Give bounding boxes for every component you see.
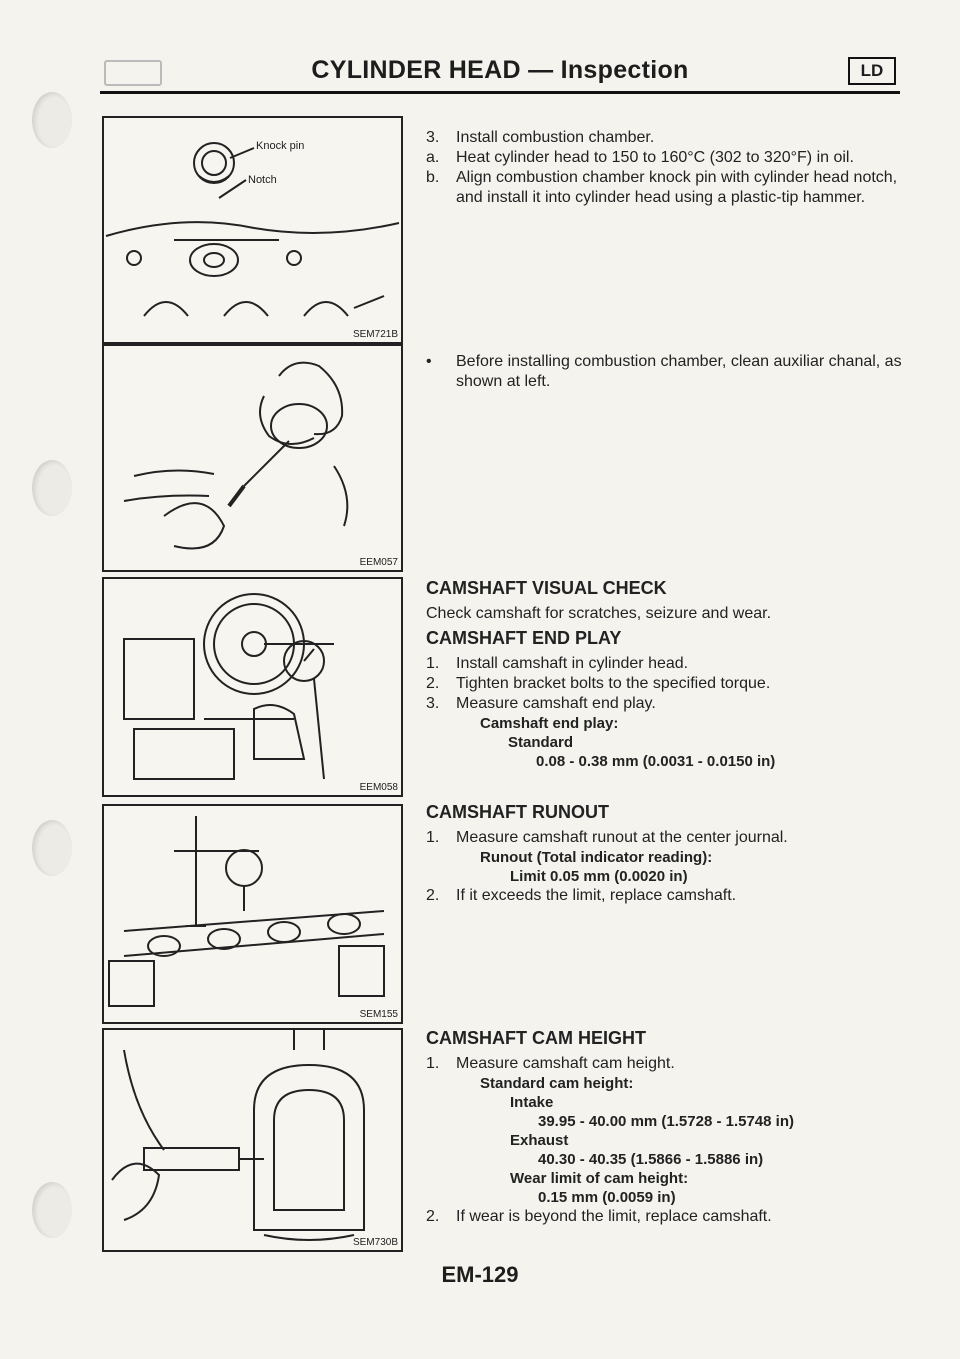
spec-value: 0.15 mm (0.0059 in) — [538, 1189, 676, 1206]
spec-label: Wear limit of cam height: — [510, 1170, 689, 1187]
figure-combustion-chamber — [102, 116, 403, 344]
header-rule — [100, 91, 900, 94]
combustion-chamber-drawing — [104, 118, 401, 342]
label-notch: Notch — [248, 174, 277, 186]
figure-code: SEM155 — [359, 1009, 398, 1020]
binder-hole — [32, 1182, 72, 1238]
step: 1. Install camshaft in cylinder head. — [426, 655, 689, 672]
step: 2. If it exceeds the limit, replace camshaft. — [426, 887, 737, 904]
page-number: EM-129 — [441, 1262, 519, 1287]
figure-code: SEM730B — [352, 1237, 398, 1248]
spec-value: 40.30 - 40.35 (1.5866 - 1.5886 in) — [538, 1151, 764, 1168]
figure-runout — [102, 804, 403, 1024]
section-heading: CAMSHAFT VISUAL CHECK — [426, 578, 667, 598]
page-header — [100, 48, 900, 94]
step: b. Align combustion chamber knock pin with cylinder head notch, and install it into cylinder head using a plastic-tip hammer. — [426, 169, 898, 206]
figure-code: EEM057 — [359, 557, 398, 568]
spec-value: 39.95 - 40.00 mm (1.5728 - 1.5748 in) — [538, 1113, 794, 1130]
spec-label: Intake — [510, 1094, 554, 1111]
figure-end-play — [102, 577, 403, 797]
section-install-chamber — [426, 128, 926, 208]
spec-label: Exhaust — [510, 1132, 569, 1149]
binder-hole — [32, 92, 72, 148]
section-heading: CAMSHAFT END PLAY — [426, 628, 622, 648]
binder-hole — [32, 820, 72, 876]
spec-value: Limit 0.05 mm (0.0020 in) — [510, 868, 688, 885]
section-runout — [426, 802, 926, 906]
engine-badge: LD — [848, 57, 896, 85]
section-cleaning-note — [426, 352, 926, 392]
cam-height-drawing — [104, 1030, 401, 1250]
label-knock-pin: Knock pin — [256, 140, 305, 152]
step: 2. Tighten bracket bolts to the specified torque. — [426, 675, 771, 692]
step: 2. If wear is beyond the limit, replace camshaft. — [426, 1208, 772, 1225]
spec-label: Standard cam height: — [480, 1075, 634, 1092]
paragraph: Check camshaft for scratches, seizure and wear. — [426, 605, 772, 622]
spec-value: 0.08 - 0.38 mm (0.0031 - 0.0150 in) — [536, 753, 776, 770]
figure-code: SEM721B — [352, 329, 398, 340]
step: 1. Measure camshaft cam height. — [426, 1055, 675, 1072]
cleaning-channel-drawing — [104, 346, 401, 570]
bullet-item: • Before installing combustion chamber, clean auxiliar chanal, as shown at left. — [426, 353, 902, 390]
step: 3. Install combustion chamber. — [426, 129, 655, 146]
spec-label: Camshaft end play: — [480, 715, 619, 732]
figure-code: EEM058 — [359, 782, 398, 793]
section-cam-height — [426, 1028, 926, 1227]
step: 1. Measure camshaft runout at the center journal. — [426, 829, 788, 846]
section-visual-check-end-play — [426, 578, 926, 771]
spec-label: Standard — [508, 734, 574, 751]
section-heading: CAMSHAFT CAM HEIGHT — [426, 1028, 646, 1048]
end-play-drawing — [104, 579, 401, 795]
figure-cam-height — [102, 1028, 403, 1252]
page-title: CYLINDER HEAD — Inspection — [311, 56, 689, 84]
runout-drawing — [104, 806, 401, 1022]
step: 3. Measure camshaft end play. — [426, 695, 656, 712]
spec-label: Runout (Total indicator reading): — [480, 849, 713, 866]
binder-hole — [32, 460, 72, 516]
step: a. Heat cylinder head to 150 to 160°C (302 to 320°F) in oil. — [426, 149, 854, 166]
section-heading: CAMSHAFT RUNOUT — [426, 802, 609, 822]
figure-cleaning-channel — [102, 344, 403, 572]
